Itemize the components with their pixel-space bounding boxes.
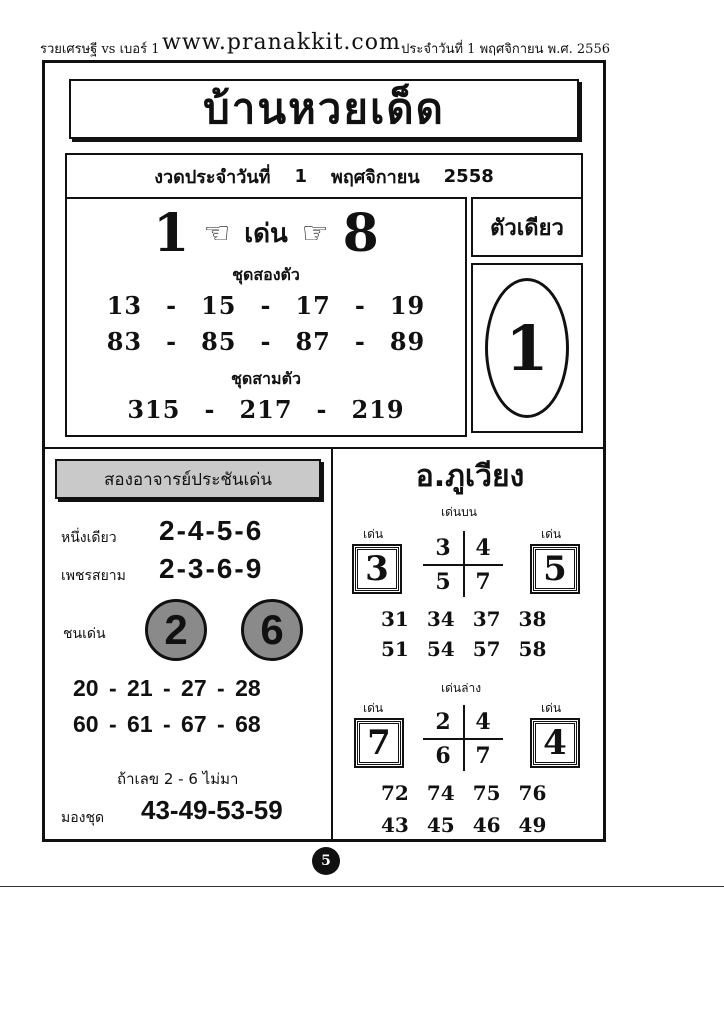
number: 19 [389,291,426,320]
number: 58 [518,637,547,661]
two-digit-row-2 [67,327,465,356]
row2-value: 2-3-6-9 [159,553,264,584]
number: 15 [201,291,237,320]
circle-digit-b: 6 [241,599,303,661]
draw-label: งวดประจำวันที่ [154,166,271,188]
lower-right-box: 4 [533,721,577,765]
number: 315 [127,395,181,424]
vertical-divider [331,447,333,839]
upper-numbers-row-1 [381,607,546,631]
cross-cell: 4 [475,709,491,735]
number: 83 [106,327,143,356]
circle-digit-a: 2 [145,599,207,661]
number: 31 [381,607,409,631]
upper-heading: เด่นบน [441,505,477,519]
cross-cell: 5 [435,569,451,595]
draw-year: 2558 [443,165,494,187]
draw-day: 1 [294,165,308,187]
number: 38 [518,607,547,631]
lower-right-tag: เด่น [541,701,562,715]
draw-month: พฤศจิกายน [331,166,420,188]
lead-row [67,202,465,264]
separator: - [166,327,178,356]
number: 43 [381,813,409,837]
three-digit-row [67,395,465,424]
watch-value: 43-49-53-59 [141,795,283,825]
cross-cell: 6 [435,743,451,769]
upper-numbers-row-2 [381,637,546,661]
separator: - [354,291,366,320]
pairs-row-1: 20 - 21 - 27 - 28 [73,675,261,701]
horizontal-divider [45,447,603,449]
lower-numbers-row-2 [381,813,546,837]
site-url: www.pranakkit.com [162,30,401,55]
pointing-hand-icon: ☞ [301,215,329,251]
header-left-text: รวยเศรษฐี vs เบอร์ 1 [40,42,160,57]
lower-left-tag: เด่น [363,701,384,715]
header-date: ประจำวันที่ 1 พฤศจิกายน พ.ศ. 2556 [401,42,610,57]
lead-word: เด่น [244,218,288,249]
two-digit-heading: ชุดสองตัว [232,265,300,284]
upper-right-tag: เด่น [541,527,562,541]
number: 85 [201,327,237,356]
row2-label: เพชรสยาม [61,568,126,584]
number: 51 [381,637,409,661]
number: 72 [381,781,409,805]
separator: - [204,395,216,424]
number: 87 [295,327,331,356]
page-title: บ้านหวยเด็ด [203,84,445,133]
number: 89 [389,327,426,356]
separator: - [316,395,328,424]
separator: - [260,327,272,356]
number: 37 [472,607,501,631]
separator: - [354,327,366,356]
row1-value: 2-4-5-6 [159,515,264,546]
number: 49 [518,813,547,837]
lower-left-box: 7 [357,721,401,765]
lower-numbers-row-1 [381,781,546,805]
two-digit-row-1 [67,291,465,320]
page-number: 5 [312,847,340,875]
number: 74 [426,781,455,805]
number: 45 [426,813,455,837]
upper-right-box: 5 [533,547,577,591]
right-panel-title: อ.ภูเวียง [415,459,525,494]
single-digit-box [471,263,583,433]
title-banner [69,79,579,139]
upper-left-box: 3 [355,547,399,591]
single-digit-ellipse [485,278,569,418]
content-frame [42,60,606,842]
upper-left-tag: เด่น [363,527,384,541]
three-digit-heading: ชุดสามตัว [231,369,301,388]
cross-cell: 4 [475,535,491,561]
scan-edge-line [0,886,724,887]
separator: - [260,291,272,320]
condition-note: ถ้าเลข 2 - 6 ไม่มา [117,770,239,788]
separator: - [166,291,178,320]
single-digit-label: ตัวเดียว [471,197,583,257]
number: 219 [351,395,405,424]
number: 13 [106,291,143,320]
cross-cell: 3 [435,535,451,561]
number: 75 [472,781,501,805]
page-header [40,30,610,56]
row1-label: หนึ่งเดียว [61,530,117,546]
lower-heading: เด่นล่าง [441,681,482,695]
upper-cross-grid [423,531,503,597]
draw-date [65,153,583,197]
number: 76 [518,781,547,805]
lower-cross-grid [423,705,503,771]
pairs-row-2: 60 - 61 - 67 - 68 [73,711,261,737]
number: 57 [472,637,501,661]
pointing-hand-icon: ☜ [203,215,231,251]
number: 34 [426,607,455,631]
number: 17 [295,291,331,320]
single-digit-value: 1 [505,311,549,385]
main-numbers-box [65,197,467,437]
left-panel-title: สองอาจารย์ประชันเด่น [55,459,321,499]
cross-cell: 7 [475,569,491,595]
row3-label: ชนเด่น [63,626,106,642]
number: 54 [426,637,455,661]
cross-cell: 2 [435,709,451,735]
number: 46 [472,813,501,837]
lead-digit-b: 8 [342,202,379,264]
lead-digit-a: 1 [153,202,190,264]
watch-label: มองชุด [61,810,105,826]
number: 217 [239,395,293,424]
cross-cell: 7 [475,743,491,769]
